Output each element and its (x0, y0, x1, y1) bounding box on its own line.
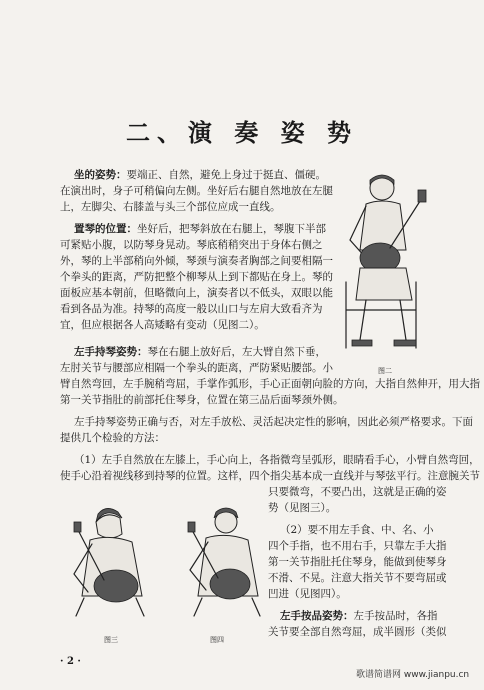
paragraph-line: 四个手指，也不用右手，只靠左手大指 (268, 540, 447, 552)
lefthand-label: 左手持琴姿势： (74, 346, 148, 358)
paragraph-line: 第一关节指肚托住琴身，能做到使琴身 (268, 556, 447, 568)
page-title: 二、演 奏 姿 势 (125, 118, 359, 147)
paragraph-line: 外，琴的上半部稍向外倾，琴颈与演奏者胸部之间要相隔一 (60, 255, 333, 267)
paragraph-line: 面板应基本朝前，但略微向上，演奏者以不低头，双眼以能 (60, 287, 333, 299)
paragraph-line (74, 223, 326, 235)
paragraph-line: 第一关节指肚的前部托住琴身，位置在第三品后面琴颈外侧。 (60, 394, 344, 406)
lefthand-text: 琴在右腿上放好后，左大臂自然下垂， (147, 346, 326, 358)
figure-4-illustration (176, 500, 268, 620)
paragraph-line (74, 169, 326, 181)
paragraph-line: 看到各品为准。持琴的高度一般以山口与左肩大致看齐为 (60, 303, 323, 315)
figure-4-caption: 图四 (210, 636, 224, 644)
press-label: 左手按品姿势： (280, 610, 354, 622)
paragraph-line: （1）左手自然放在左膝上，手心向上，各指微弯呈弧形，眼睛看手心，小臂自然弯回， (74, 454, 480, 466)
figure-3-caption: 图三 (104, 636, 118, 644)
paragraph-line: 提供几个检验的方法： (60, 432, 165, 444)
paragraph-line (280, 610, 438, 622)
paragraph-line: 关节要全部自然弯屈，成半圆形（类似 (268, 626, 447, 638)
figure-2-illustration (336, 170, 428, 360)
paragraph-line: 凹进（见图四）。 (268, 588, 347, 600)
press-text: 左手按品时，各指 (353, 610, 438, 622)
figure-2-caption: 图二 (378, 367, 392, 375)
sit-label: 坐的姿势： (74, 169, 127, 181)
paragraph-line: （2）要不用左手食、中、名、小 (280, 524, 434, 536)
paragraph-line: 上，左脚尖、右膝盖与头三个部位应成一直线。 (60, 201, 281, 213)
paragraph-line: 臂自然弯回，左手腕稍弯屈，手掌作弧形，手心正面朝向脸的方向，大指自然伸开，用大指 (60, 378, 480, 390)
watermark: 歌谱简谱网 www.jianpu.cn (356, 670, 470, 680)
place-label: 置琴的位置： (74, 223, 137, 235)
paragraph-line: 不滑、不晃。注意大指关节不要弯屈或 (268, 572, 447, 584)
sit-text: 要端正、自然，避免上身过于挺直、僵硬。 (126, 169, 326, 181)
paragraph-line: 势（见图三）。 (268, 502, 337, 514)
paragraph-line: 只要微弯，不要凸出，这就是正确的姿 (268, 486, 447, 498)
figure-3-illustration (64, 500, 156, 620)
page-number: · 2 · (60, 656, 81, 667)
paragraph-line: 在演出时，身子可稍偏向左侧。坐好后右腿自然地放在左腿 (60, 185, 333, 197)
paragraph-line: 左肘关节与腰部应相隔一个拳头的距离，严防紧贴腰部。小 (60, 362, 333, 374)
paragraph-line: 可紧贴小腹，以防琴身晃动。琴底稍稍突出于身体右侧之 (60, 239, 323, 251)
paragraph-line: 使手心沿着视线移到持琴的位置。这样，四个指尖基本成一直线并与琴弦平行。注意腕关节 (60, 470, 480, 482)
paragraph-line: 宜，但应根据各人高矮略有变动（见图二）。 (60, 319, 265, 331)
paragraph-line (74, 346, 326, 358)
paragraph-line: 左手持琴姿势正确与否，对左手放松、灵活起决定性的影响，因此必须严格要求。下面 (74, 416, 473, 428)
paragraph-line: 个拳头的距离，严防把整个柳琴从上到下都贴在身上。琴的 (60, 271, 333, 283)
place-text: 坐好后，把琴斜放在右腿上，琴腹下半部 (137, 223, 326, 235)
